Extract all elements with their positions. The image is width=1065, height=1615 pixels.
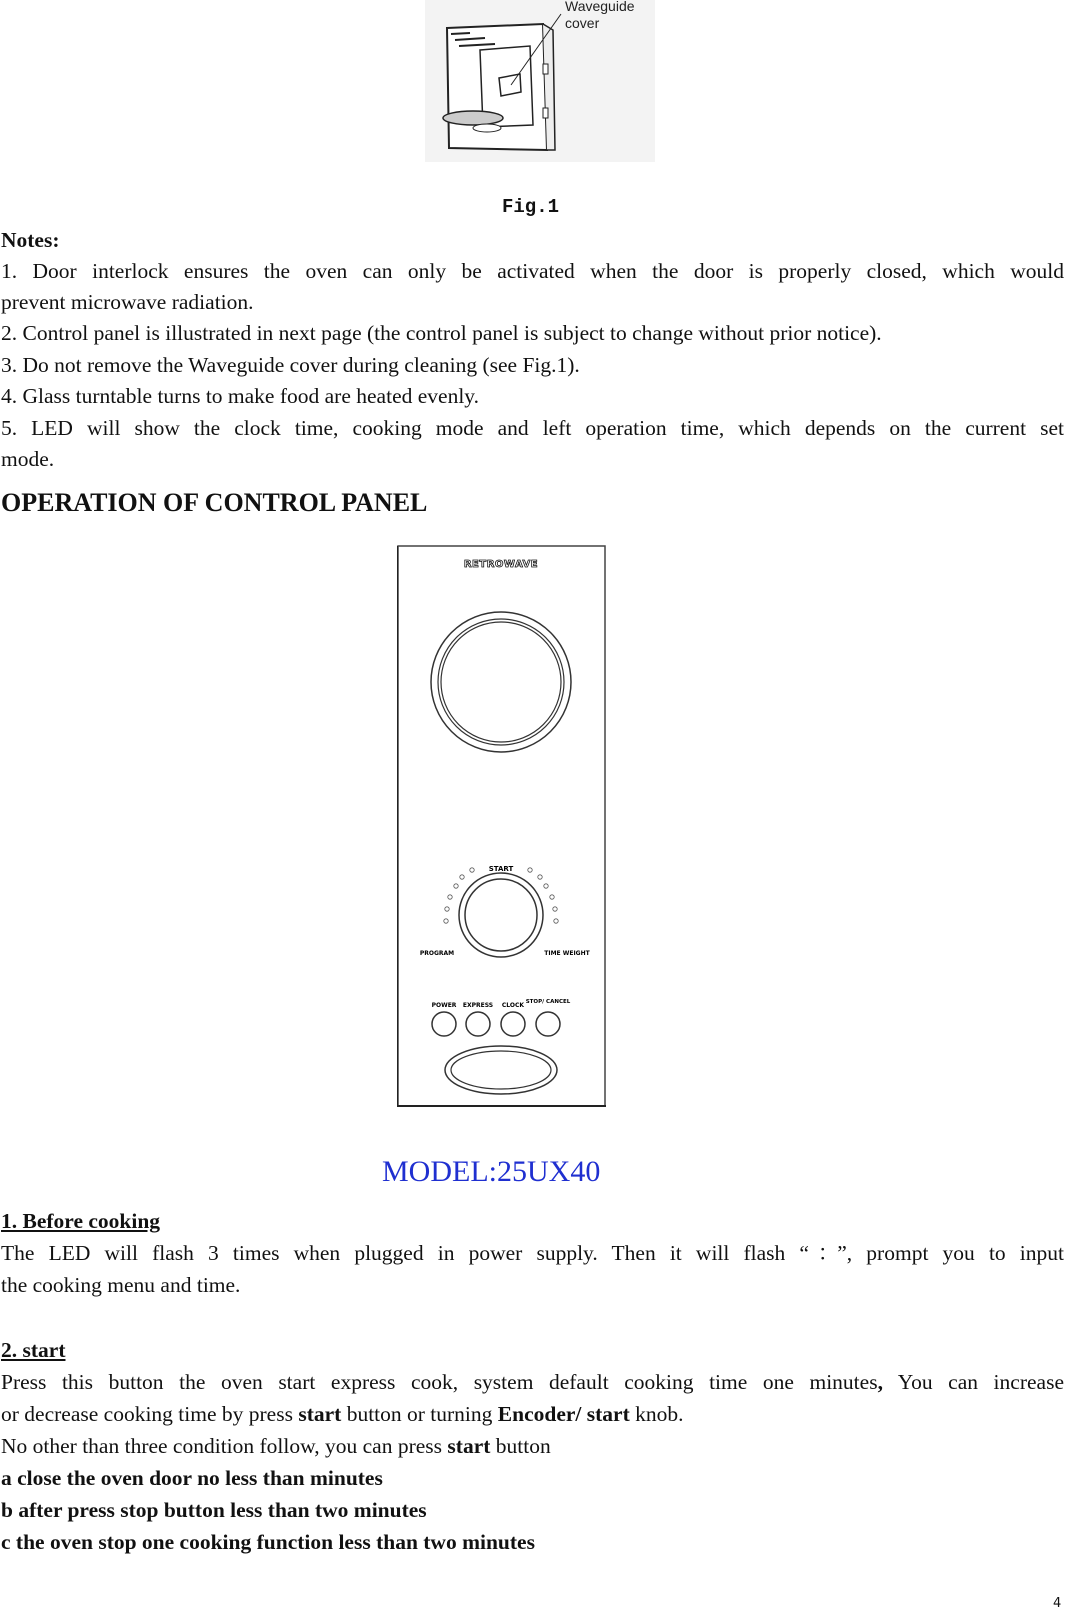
stop-cancel-button[interactable]	[536, 1012, 560, 1036]
time-weight-label: TIME WEIGHT	[544, 950, 590, 957]
note-2: 2. Control panel is illustrated in next page (the control panel is subject to change without prior notice).	[1, 321, 882, 345]
note-5-line-1: 5. LED will show the clock time, cooking mode and left operation time, which depends on the current set	[1, 416, 1064, 440]
notes-title: Notes:	[1, 228, 60, 252]
condition-a: a close the oven door no less than minutes	[1, 1466, 383, 1490]
note-1-line-2: prevent microwave radiation.	[1, 290, 254, 314]
express-button[interactable]	[466, 1012, 490, 1036]
stop-cancel-label: STOP/ CANCEL	[525, 999, 571, 1005]
clock-button[interactable]	[501, 1012, 525, 1036]
start-title: 2. start	[1, 1338, 66, 1362]
note-5-line-2: mode.	[1, 447, 55, 471]
condition-c: c the oven stop one cooking function less than two minutes	[1, 1530, 535, 1554]
control-panel-figure	[397, 545, 608, 1109]
start-line-1: Press this button the oven start express cook, system default cooking time one minutes, You can increase	[1, 1370, 1064, 1394]
start-line-3: No other than three condition follow, you can press start button	[1, 1434, 551, 1458]
before-cooking-line-1: The LED will flash 3 times when plugged in power supply. Then it will flash “：”, prompt you to input	[1, 1241, 1064, 1265]
waveguide-figure	[425, 0, 655, 162]
program-label: PROGRAM	[419, 950, 455, 957]
start-label: START	[488, 865, 514, 873]
power-label: POWER	[431, 1002, 457, 1009]
brand-logo: RETROWAVE	[463, 559, 539, 570]
note-1-line-1: 1. Door interlock ensures the oven can only be activated when the door is properly closed, which would	[1, 259, 1064, 283]
encoder-knob[interactable]	[459, 873, 543, 957]
note-4: 4. Glass turntable turns to make food are heated evenly.	[1, 384, 480, 408]
power-button[interactable]	[432, 1012, 456, 1036]
figure-caption: Fig.1	[502, 196, 560, 218]
waveguide-callout: Waveguide cover	[565, 0, 635, 31]
express-label: EXPRESS	[462, 1002, 494, 1009]
condition-b: b after press stop button less than two minutes	[1, 1498, 427, 1522]
start-line-2: or decrease cooking time by press start button or turning Encoder/ start knob.	[1, 1402, 684, 1426]
note-3: 3. Do not remove the Waveguide cover during cleaning (see Fig.1).	[1, 353, 580, 377]
before-cooking-line-2: the cooking menu and time.	[1, 1273, 241, 1297]
clock-label: CLOCK	[501, 1002, 525, 1009]
door-release-button[interactable]	[445, 1046, 557, 1094]
page-number: 4	[1053, 1596, 1062, 1611]
model-number: MODEL:25UX40	[382, 1155, 601, 1188]
before-cooking-title: 1. Before cooking	[1, 1209, 161, 1233]
section-heading: OPERATION OF CONTROL PANEL	[1, 488, 428, 517]
control-panel-drawing	[397, 545, 608, 1109]
